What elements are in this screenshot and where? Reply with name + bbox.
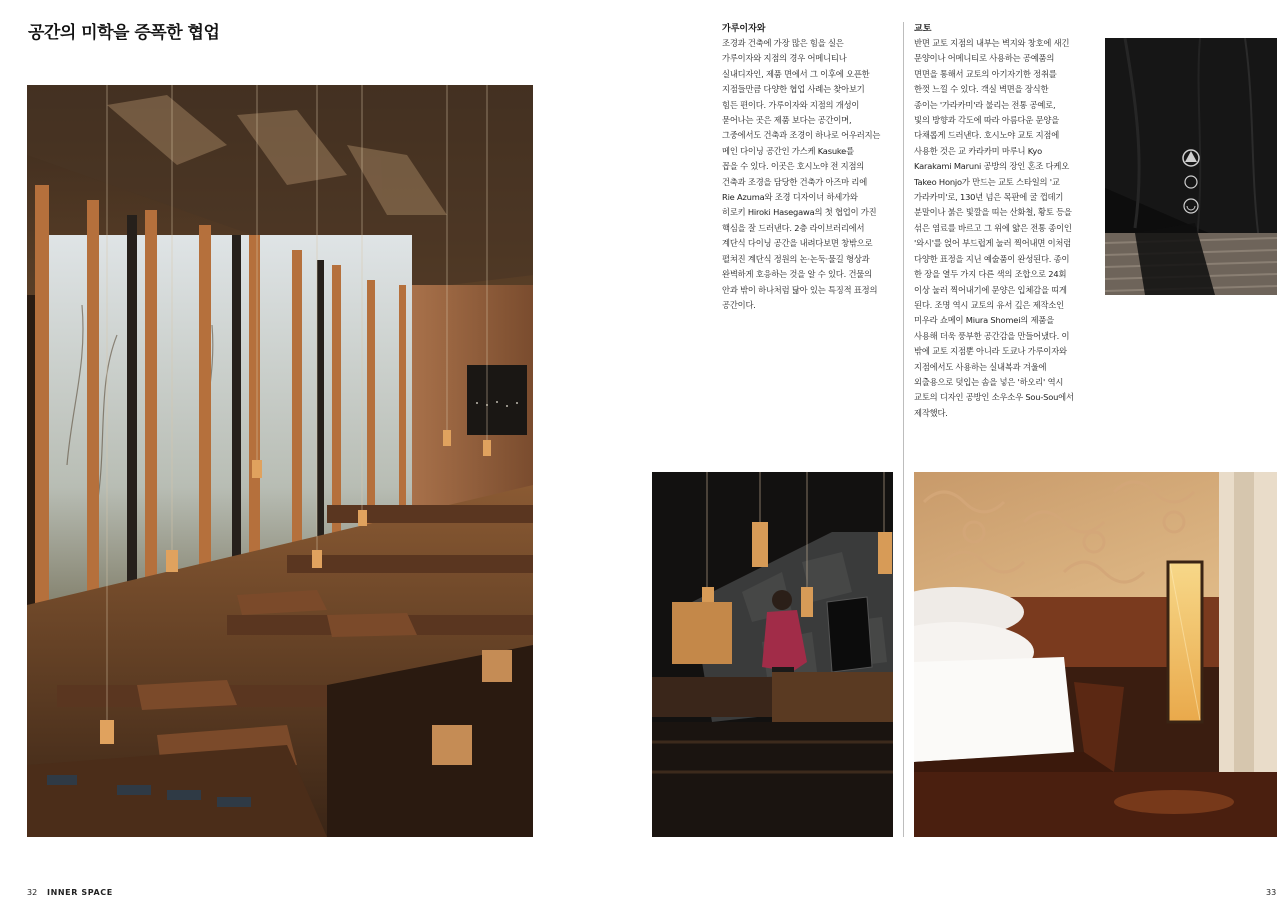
- text-line: 사용해 더욱 풍부한 공간감을 만들어냈다. 이: [914, 330, 1070, 341]
- text-line: 다양한 표정을 지닌 예술품이 완성된다. 종이: [914, 253, 1070, 264]
- text-line: 지점에서도 사용하는 실내복과 겨울에: [914, 361, 1047, 372]
- text-line: Takeo Honjo가 만드는 교토 스타일의 '교: [914, 176, 1060, 187]
- text-line: 반면 교토 지점의 내부는 벽지와 창호에 새긴: [914, 38, 1070, 48]
- text-line: 밖에 교토 지점뿐 아니라 도쿄나 가루이자와: [914, 346, 1067, 357]
- text-line: 이상 눌러 찍어내기에 문양은 입체감을 띠게: [914, 284, 1067, 295]
- text-line: 문양이나 어메니티로 사용하는 공예품의: [914, 53, 1055, 64]
- section-heading-kyoto: 교토: [914, 24, 932, 34]
- text-line: 가루이자와 지점의 경우 어메니티나: [722, 53, 847, 64]
- text-line: 사용한 것은 교 카라카미 마루니 Kyo: [914, 145, 1043, 156]
- section-heading-karuizawa: 가루이자와: [722, 24, 766, 34]
- text-line: 핵심을 잘 드러낸다. 2층 라이브러리에서: [722, 222, 865, 233]
- text-line: Rie Azuma와 조경 디자이너 하세가와: [722, 192, 858, 203]
- text-line: '와시'를 얹어 부드럽게 눌러 찍어내면 이처럼: [914, 238, 1072, 249]
- text-line: 그중에서도 건축과 조경이 하나로 어우러지는: [722, 130, 881, 141]
- text-line: 펼쳐진 계단식 정원의 논·논둑·물길 형상과: [722, 253, 870, 264]
- text-line: 면면을 통해서 교토의 아기자기한 정취를: [914, 68, 1057, 79]
- text-line: 건축과 조경을 담당한 건축가 아즈마 리에: [722, 176, 868, 187]
- text-line: 조경과 건축에 가장 많은 힘을 실은: [722, 38, 844, 48]
- text-line: 섞은 염료를 바르고 그 위에 얇은 전통 종이인: [914, 222, 1072, 233]
- text-line: 계단식 다이닝 공간을 내려다보면 창밖으로: [722, 238, 873, 249]
- text-line: 다채롭게 드러낸다. 호시노야 교토 지점에: [914, 130, 1060, 141]
- page-title: 공간의 미학을 증폭한 협업: [28, 23, 220, 43]
- guest-room-photo: [914, 472, 1277, 837]
- text-line: 묻어나는 곳은 제품 보다는 공간이며,: [722, 115, 852, 126]
- body-text-karuizawa: [722, 36, 898, 313]
- text-line: 꼽을 수 있다. 이곳은 호시노야 전 지점의: [722, 161, 865, 172]
- body-text-kyoto: [914, 36, 1090, 421]
- text-line: 된다. 조명 역시 교토의 유서 깊은 제작소인: [914, 299, 1064, 310]
- section-name: INNER SPACE: [47, 888, 113, 897]
- text-line: 종이는 '가라카미'라 불리는 전통 공예로,: [914, 99, 1056, 110]
- text-line: 공간이다.: [722, 299, 756, 310]
- text-line: 외출용으로 덧입는 솜을 넣은 '하오리' 역시: [914, 376, 1064, 387]
- text-line: 완벽하게 호응하는 것을 알 수 있다. 건물의: [722, 269, 872, 280]
- text-line: 제작했다.: [914, 407, 948, 418]
- text-line: 빛의 방향과 각도에 따라 아름다운 문양을: [914, 115, 1060, 126]
- dining-staff-photo: [652, 472, 893, 837]
- column-divider: [903, 22, 904, 837]
- text-line: Karakami Maruni 공방의 장인 혼조 다케오: [914, 161, 1070, 172]
- text-line: 안과 밖이 하나처럼 닮아 있는 특징적 표정의: [722, 284, 878, 295]
- haori-jacket-photo: [1105, 38, 1277, 295]
- dining-hall-photo: [27, 85, 533, 837]
- text-line: 가라카미'로, 130년 넘은 목판에 굴 껍데기: [914, 192, 1064, 203]
- text-line: 교토의 디자인 공방인 소우소우 Sou-Sou에서: [914, 392, 1074, 403]
- text-line: 한 장을 열두 가지 다른 색의 조합으로 24회: [914, 269, 1067, 280]
- text-line: 힘든 편이다. 가루이자와 지점의 개성이: [722, 99, 860, 110]
- text-line: 분말이나 붉은 빛깔을 띠는 산화철, 황토 등을: [914, 207, 1072, 218]
- text-line: 미우라 쇼메이 Miura Shomei의 제품을: [914, 315, 1055, 326]
- text-line: 실내디자인, 제품 면에서 그 이후에 오픈한: [722, 68, 870, 79]
- page-number-right: 33: [1266, 888, 1277, 897]
- text-line: 히로키 Hiroki Hasegawa의 첫 협업이 가진: [722, 207, 877, 218]
- text-line: 메인 다이닝 공간인 가스케 Kasuke를: [722, 145, 854, 156]
- text-line: 지점들만큼 다양한 협업 사례는 찾아보기: [722, 84, 865, 95]
- text-line: 한껏 느낄 수 있다. 객실 벽면을 장식한: [914, 84, 1049, 95]
- page-number-left: 32: [27, 888, 38, 897]
